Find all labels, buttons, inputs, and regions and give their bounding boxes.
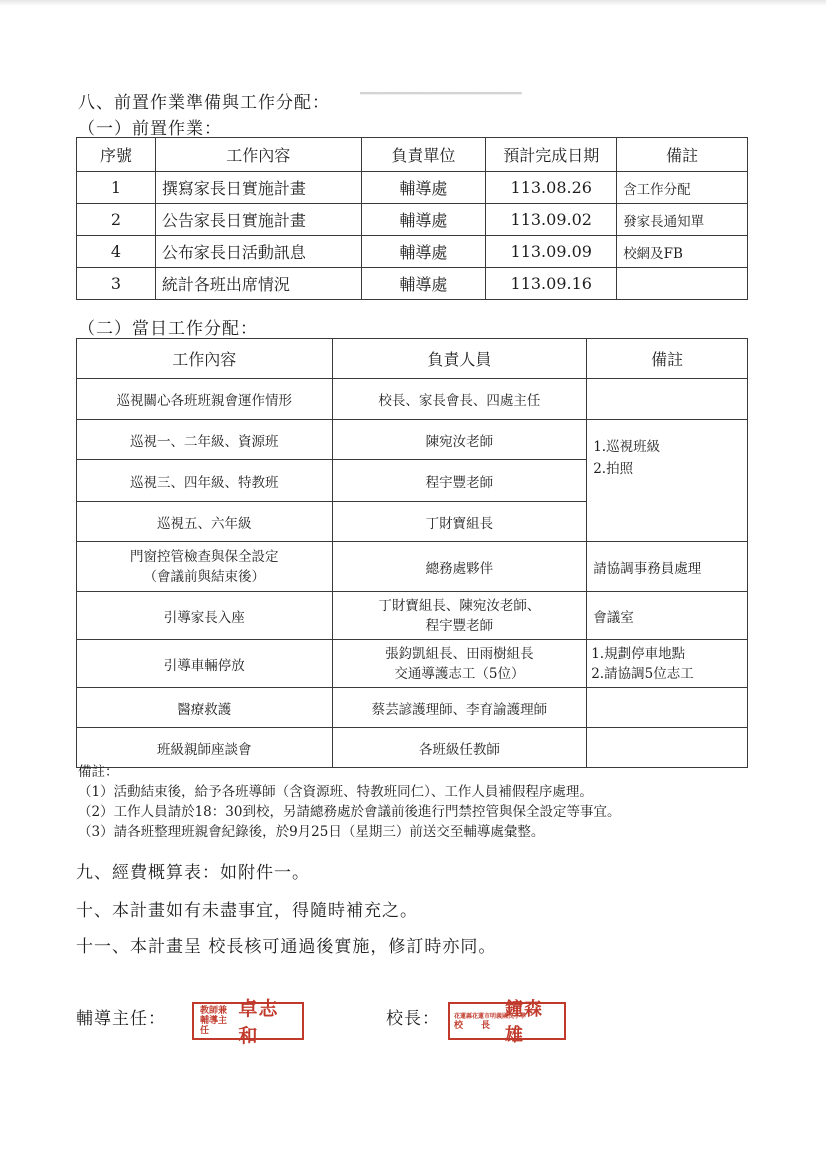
note-line: 2.拍照 (593, 461, 634, 477)
table-row (77, 640, 748, 688)
section-10: 十、本計畫如有未盡事宜，得隨時補充之。 (76, 901, 418, 921)
table-cell: 113.08.26 (486, 172, 617, 204)
task-line: （會議前與結束後） (143, 568, 266, 585)
table-cell: 各班級任教師 (332, 728, 587, 768)
table-cell: 巡視五、六年級 (77, 502, 333, 542)
table-cell: 113.09.09 (486, 236, 617, 268)
prep-header-cell: 負責單位 (361, 138, 486, 172)
note-item: （2）工作人員請於18：30到校，另請總務處於會議前後進行門禁控管與保全設定等事宜。 (78, 804, 621, 820)
section-11: 十一、本計畫呈 校長核可通過後實施，修訂時亦同。 (76, 937, 497, 957)
note-line: 1.規劃停車地點 (591, 645, 686, 662)
staff-line: 張鈞凱組長、田雨樹組長 (385, 645, 534, 662)
table-cell: 統計各班出席情況 (155, 268, 361, 300)
table-cell: 2 (77, 204, 156, 236)
stamp-title (454, 1012, 527, 1031)
staff-line: 程宇豐老師 (425, 617, 494, 634)
table-cell: 輔導處 (361, 204, 486, 236)
table-cell (587, 420, 748, 542)
principal-stamp (448, 999, 566, 1046)
table-cell: 引導家長入座 (77, 592, 333, 640)
table-cell: 公告家長日實施計畫 (155, 204, 361, 236)
prep-header-cell: 序號 (77, 138, 156, 172)
table-cell: 113.09.16 (486, 268, 617, 300)
section-9: 九、經費概算表：如附件一。 (76, 863, 310, 883)
stamp-small-text: 輔導主任 (200, 1016, 228, 1036)
table-row (77, 268, 748, 300)
duty-header-row (77, 339, 748, 379)
duty-table (76, 338, 748, 768)
table-cell: 公布家長日活動訊息 (155, 236, 361, 268)
table-row (77, 688, 748, 728)
note-item: （3）請各班整理班親會紀錄後，於9月25日（星期三）前送交至輔導處彙整。 (78, 824, 545, 840)
table-row (77, 172, 748, 204)
table-cell (77, 542, 333, 592)
table-cell (617, 268, 748, 300)
duty-header-cell: 工作內容 (77, 339, 333, 379)
table-cell: 班級親師座談會 (77, 728, 333, 768)
prep-header-cell: 備註 (617, 138, 748, 172)
task-line: 門窗控管檢查與保全設定 (130, 548, 279, 565)
table-cell: 輔導處 (361, 236, 486, 268)
table-row (77, 204, 748, 236)
table-cell: 校網及FB (617, 236, 748, 268)
table-cell: 程宇豐老師 (332, 460, 587, 502)
section-8-title: 八、前置作業準備與工作分配： (78, 93, 330, 113)
stamp-title (200, 1006, 235, 1036)
table-cell (587, 379, 748, 420)
table-cell: 巡視一、二年級、資源班 (77, 420, 333, 460)
table-cell: 陳宛汝老師 (332, 420, 587, 460)
table-cell (332, 640, 587, 688)
table-cell (587, 640, 748, 688)
stamp-small-text: 教師兼 (200, 1006, 228, 1016)
counsel-director-label: 輔導主任： (76, 1009, 166, 1029)
duty-header-cell: 負責人員 (332, 339, 587, 379)
table-cell: 113.09.02 (486, 204, 617, 236)
table-cell: 3 (77, 268, 156, 300)
stamp-name: 卓志和 (238, 998, 279, 1047)
notes-block (78, 762, 620, 842)
table-row (77, 420, 748, 460)
stamp-name: 鐘森雄 (505, 999, 543, 1046)
table-cell: 醫療救護 (77, 688, 333, 728)
table-cell: 輔導處 (361, 268, 486, 300)
table-cell: 引導車輛停放 (77, 640, 333, 688)
table-cell: 請協調事務員處理 (587, 542, 748, 592)
stamp-small-text: 校 長 (454, 1020, 491, 1031)
duty-subtitle: （二）當日工作分配： (78, 319, 258, 339)
table-row (77, 592, 748, 640)
table-cell: 輔導處 (361, 172, 486, 204)
principal-label: 校長： (386, 1009, 440, 1029)
table-cell: 含工作分配 (617, 172, 748, 204)
table-cell (587, 688, 748, 728)
stamp-small-text: 花蓮縣花蓮市明義國民小學 (454, 1012, 527, 1020)
table-cell: 發家長通知單 (617, 204, 748, 236)
counsel-director-stamp (192, 998, 304, 1047)
duty-header-cell: 備註 (587, 339, 748, 379)
table-row (77, 236, 748, 268)
prep-table (76, 137, 748, 300)
table-cell: 丁財寶組長 (332, 502, 587, 542)
table-row (77, 379, 748, 420)
note-line: 1.巡視班級 (593, 439, 661, 455)
notes-label: 備註： (78, 764, 119, 780)
prep-header-row (77, 138, 748, 172)
prep-subtitle: （一）前置作業： (78, 119, 222, 139)
table-cell: 巡視關心各班班親會運作情形 (77, 379, 333, 420)
note-line: 2.請協調5位志工 (591, 665, 694, 682)
table-cell: 4 (77, 236, 156, 268)
table-cell (332, 592, 587, 640)
prep-header-cell: 預計完成日期 (486, 138, 617, 172)
table-row (77, 542, 748, 592)
table-cell: 會議室 (587, 592, 748, 640)
bleed-through: ▔▔▔▔▔▔▔▔▔▔▔▔▔▔ (360, 92, 522, 110)
staff-line: 交通導護志工（5位） (394, 665, 525, 682)
staff-line: 丁財寶組長、陳宛汝老師、 (378, 597, 541, 614)
table-cell: 校長、家長會長、四處主任 (332, 379, 587, 420)
table-cell: 撰寫家長日實施計畫 (155, 172, 361, 204)
table-cell: 巡視三、四年級、特教班 (77, 460, 333, 502)
table-cell: 1 (77, 172, 156, 204)
table-cell: 蔡芸諺護理師、李育諭護理師 (332, 688, 587, 728)
table-cell: 總務處夥伴 (332, 542, 587, 592)
prep-header-cell: 工作內容 (155, 138, 361, 172)
scan-edge (0, 0, 826, 6)
note-item: （1）活動結束後，給予各班導師（含資源班、特教班同仁）、工作人員補假程序處理。 (78, 784, 593, 800)
